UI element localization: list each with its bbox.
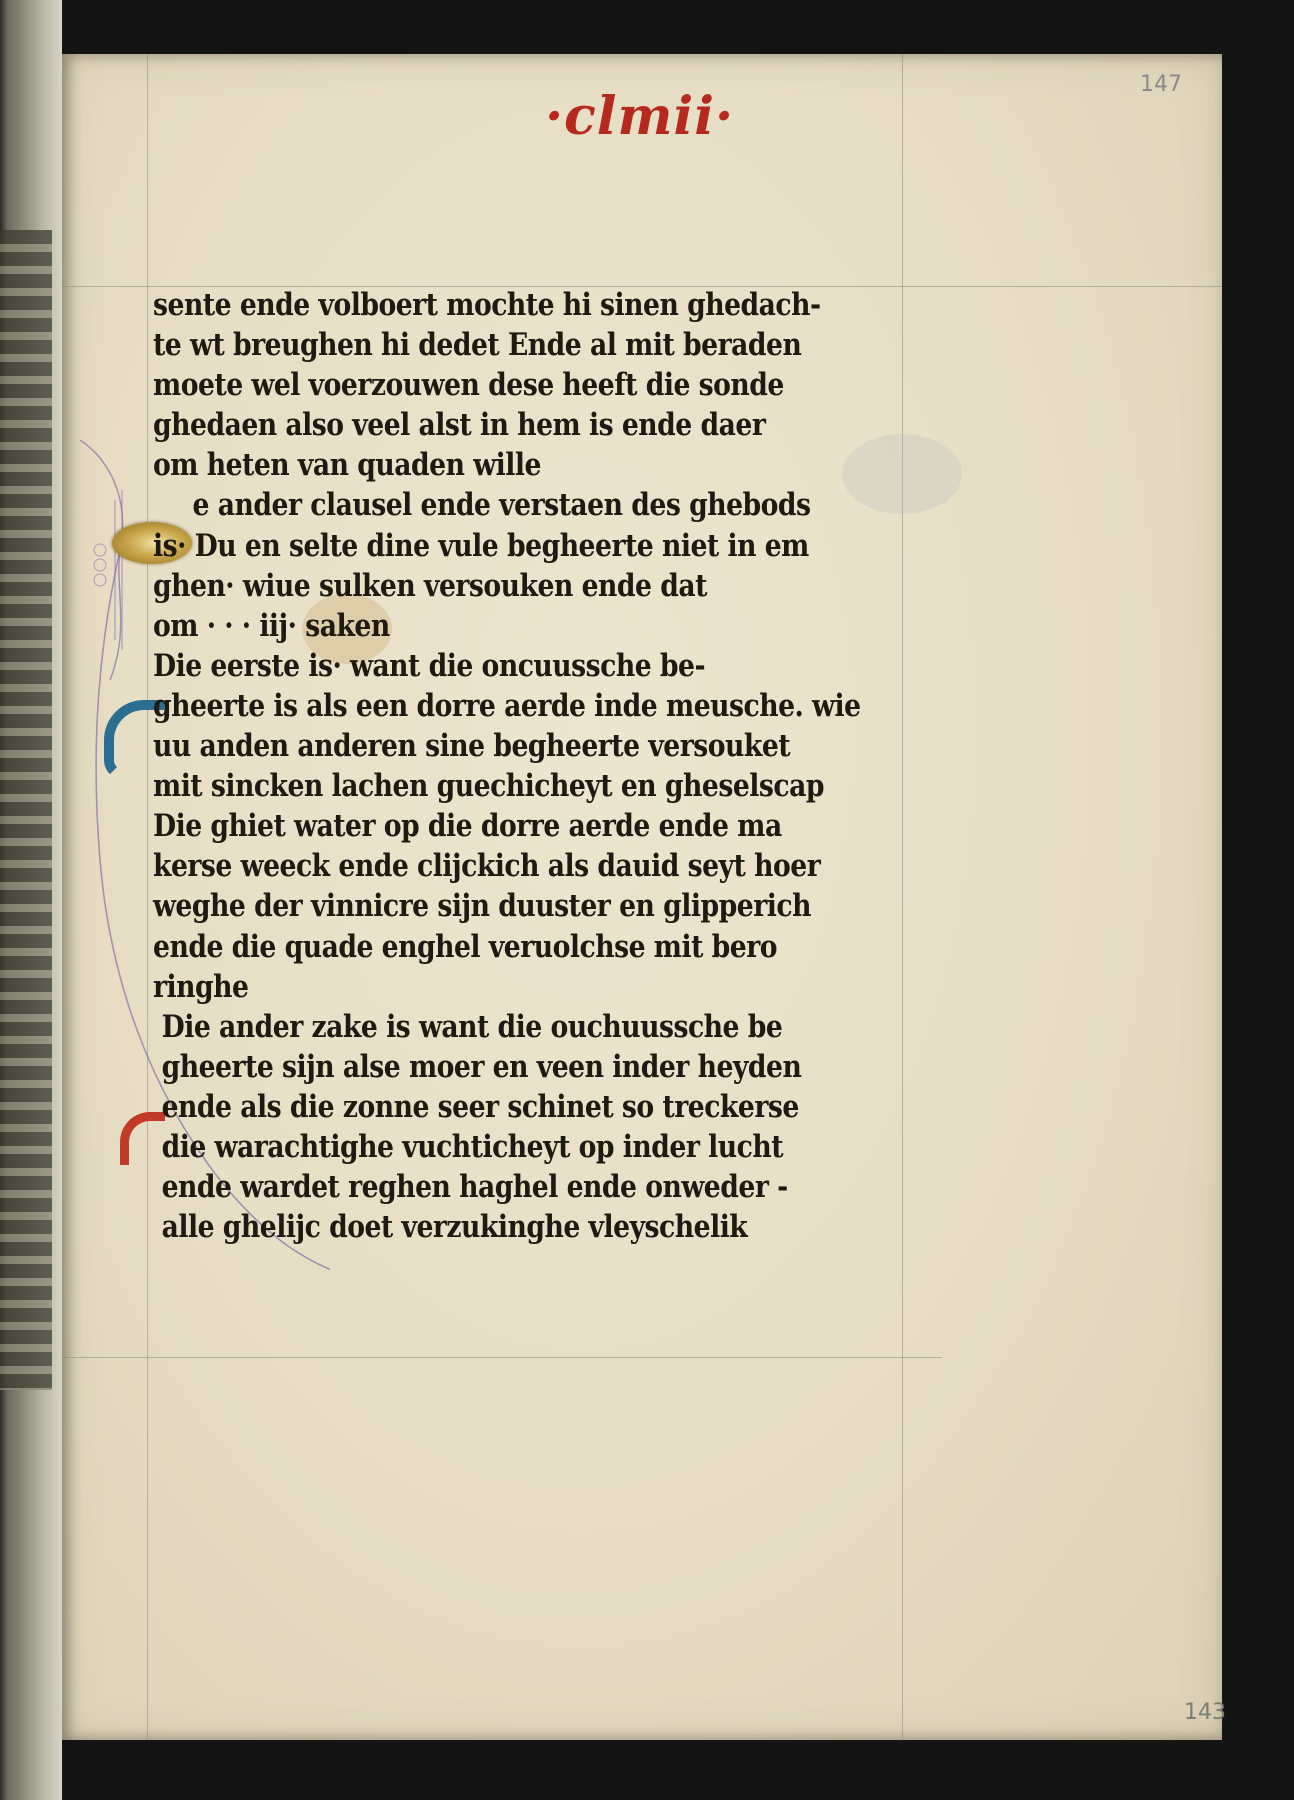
text-line: e ander clausel ende verstaen des ghebods bbox=[192, 487, 811, 524]
text-line: moete wel voerzouwen dese heeft die sonde bbox=[153, 367, 784, 404]
pencil-folio-number: 147 bbox=[1140, 72, 1182, 97]
text-line: gheerte sijn alse moer en veen inder heyden bbox=[161, 1048, 802, 1085]
text-line: te wt breughen hi dedet Ende al mit beraden bbox=[153, 327, 802, 364]
text-line: om · · · iij· saken bbox=[153, 607, 390, 644]
text-line: gheerte is als een dorre aerde inde meusche. wie bbox=[153, 687, 861, 724]
text-line: alle ghelijc doet verzukinghe vleyschelik bbox=[161, 1209, 748, 1246]
text-line: ende als die zonne seer schinet so treckerse bbox=[161, 1088, 799, 1125]
running-head-folio-number: ·clmii· bbox=[545, 86, 735, 147]
text-line: sente ende volboert mochte hi sinen ghedach- bbox=[153, 287, 821, 323]
text-line: kerse weeck ende clijckich als dauid seyt hoer bbox=[153, 848, 821, 885]
text-line: mit sincken lachen guechicheyt en gheselscap bbox=[153, 768, 825, 805]
text-line: Die ghiet water op die dorre aerde ende ma bbox=[153, 808, 782, 845]
text-line: is· Du en selte dine vule begheerte niet in em bbox=[153, 527, 809, 564]
text-line: ende die quade enghel veruolchse mit bero bbox=[153, 928, 778, 965]
text-line: ringhe bbox=[153, 968, 249, 1005]
bottom-folio-number: 143 bbox=[1184, 1700, 1226, 1725]
text-line: uu anden anderen sine begheerte versouket bbox=[153, 728, 791, 765]
text-line: ende wardet reghen haghel ende onweder - bbox=[161, 1169, 788, 1206]
text-line: ghedaen also veel alst in hem is ende daer bbox=[153, 407, 766, 444]
text-block bbox=[153, 285, 923, 1247]
text-line: Die eerste is· want die oncuussche be- bbox=[153, 647, 706, 684]
text-line: Die ander zake is want die ouchuussche be bbox=[161, 1008, 783, 1045]
text-line: die warachtighe vuchticheyt op inder lucht bbox=[161, 1128, 784, 1165]
text-line: weghe der vinnicre sijn duuster en glipperich bbox=[153, 888, 811, 925]
text-line: om heten van quaden wille bbox=[153, 447, 541, 484]
text-line: ghen· wiue sulken versouken ende dat bbox=[153, 567, 707, 604]
previous-page-text-strip bbox=[0, 230, 52, 1390]
